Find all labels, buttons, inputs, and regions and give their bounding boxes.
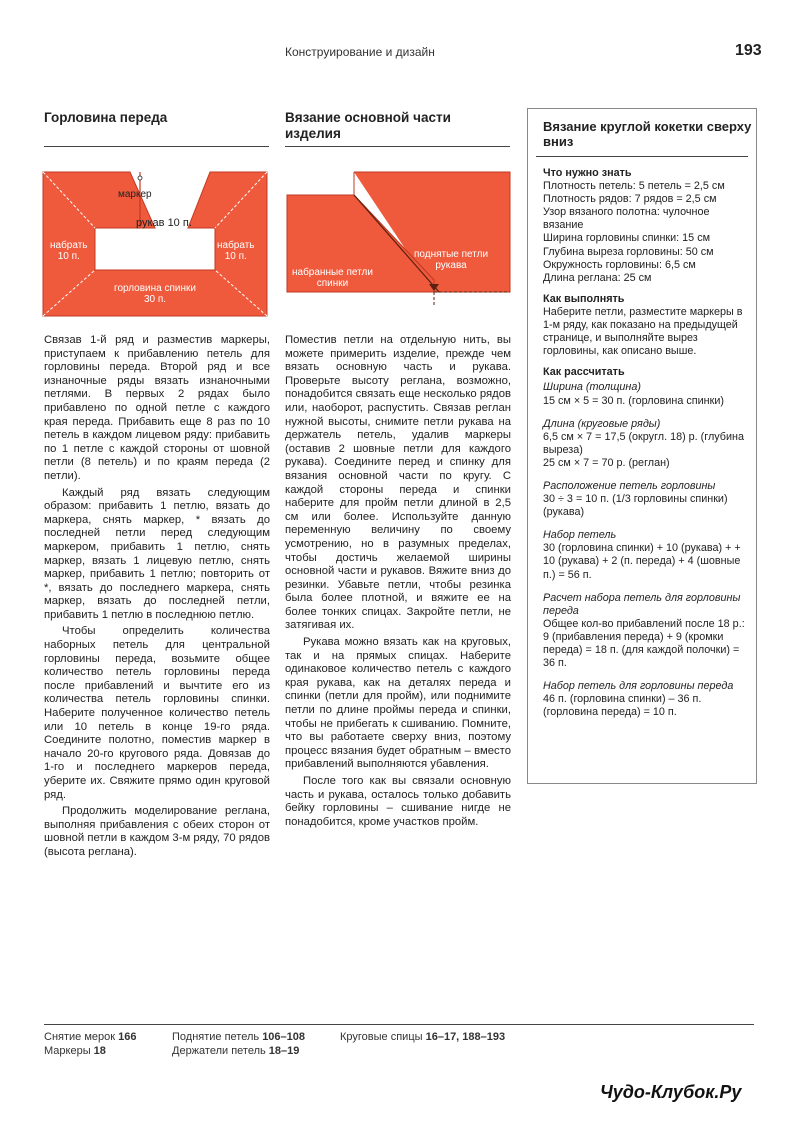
running-header: Конструирование и дизайн (285, 45, 435, 59)
know-line: Плотность рядов: 7 рядов = 2,5 см (543, 193, 717, 206)
front-neck-diagram (40, 170, 270, 318)
footer-ref-label: Маркеры (44, 1045, 91, 1057)
footer-ref-label: Поднятие петель (172, 1031, 260, 1043)
know-heading: Что нужно знать (543, 167, 632, 179)
know-line: Глубина выреза горловины: 50 см (543, 245, 714, 258)
info-box (527, 108, 757, 784)
footer-ref-pages: 166 (118, 1031, 137, 1043)
paragraph: Рукава можно вязать как на круговых, так и на прямых спицах. Наберите одинаковое количество петель с каждого края рукава, как на деталях переда и спинки (петли для пройм), или поднимите петли по длине проймы переда и спинки, чтобы не прибегать к сшиванию. Помните, что вы работаете сверху вниз, поэтому процесс вязания будет обратным – вместо прибавлений выполняются убавления. (285, 636, 511, 771)
know-line: Окружность горловины: 6,5 см (543, 258, 696, 271)
cast-on-right-label: набрать 10 п. (217, 240, 255, 262)
how-text: Наберите петли, разместите маркеры в 1-м ряду, как показано на предыдущей странице, и выполняйте вырез горловины, как описано выше. (543, 305, 743, 358)
box-title: Вязание круглой кокетки сверху вниз (543, 119, 752, 149)
footer-rule (44, 1024, 754, 1025)
calc-text: 46 п. (горловина спинки) – 36 п. (горловина переда) = 10 п. (543, 693, 702, 719)
know-line: Длина реглана: 25 см (543, 271, 652, 284)
footer-ref[interactable] (172, 1044, 299, 1058)
calc-text: 30 ÷ 3 = 10 п. (1/3 горловины спинки) (рукава) (543, 493, 728, 519)
title-rule (285, 146, 510, 147)
calc-heading: Как рассчитать (543, 366, 625, 379)
paragraph: После того как вы связали основную часть и рукава, осталось только добавить бейку горловины – сшивание нигде не понадобится, кроме участков пройм. (285, 775, 511, 828)
calc-subheading: Расположение петель горловины (543, 479, 716, 492)
calc-subheading: Набор петель (543, 529, 617, 542)
how-heading: Как выполнять (543, 292, 625, 305)
box-title-rule (536, 156, 748, 157)
box-content (543, 167, 746, 719)
footer-ref[interactable] (340, 1030, 505, 1044)
col1-text (44, 334, 270, 863)
calc-subheading: Расчет набора петель для горловины переда (543, 591, 741, 617)
paragraph: Продолжить моделирование реглана, выполняя прибавления с обеих сторон от шовной петли в каждом 3-м ряду, 70 рядов (высота реглана). (44, 805, 270, 858)
footer-ref-label: Держатели петель (172, 1045, 266, 1057)
watermark: Чудо-Клубок.Ру (600, 1082, 742, 1102)
paragraph: Каждый ряд вязать следующим образом: прибавить 1 петлю, вязать до маркера, снять маркер, * вязать до последней петли перед следующим маркером, прибавить 1 петлю, снять маркер, вязать 1 лицевую петлю, снять маркер, прибавить 1 петлю; повторить от *, вязать до последнего маркера, снять маркер, вязать до последней петли, прибавить 1 петлю в последнюю петлю. (44, 486, 270, 621)
calc-subheading: Ширина (толщина) (543, 381, 641, 394)
footer-ref-pages: 18–19 (268, 1045, 300, 1057)
paragraph: Связав 1-й ряд и разместив маркеры, приступаем к прибавлению петель для горловины переда. Второй ряд и все изнаночные ряды вязать изнаночными петлями. В первых 2 рядах было прибавлено по одной петле с каждого края переда. Прибавить еще 8 раз по 10 петель в каждом лицевом ряду: прибавить по 1 петле с каждой стороны от шовной петли (8 петель) и по краям переда (2 петли). (44, 334, 270, 482)
section-title-front-neck: Горловина переда (44, 110, 168, 125)
body-diagram (284, 170, 514, 308)
cast-on-left-label: набрать 10 п. (50, 240, 88, 262)
marker-label: маркер (118, 189, 152, 200)
paragraph: Чтобы определить количества наборных петель для центральной горловины переда, возьмите общее количество петель горловины переда после прибавлений и вычтите его из количества петель горловины спинки. Наберите полученное количество петель или 10 петель в конце 19-го ряда. Соедините полотно, поместив маркер в начало 20-го кругового ряда. Довязав до 1-го и последнего маркеров переда, уберите их. Свяжите прямо один круговой ряд. (44, 625, 270, 801)
back-neck-label: горловина спинки 30 п. (114, 283, 196, 305)
picked-up-sleeve-label: поднятые петли рукава (414, 249, 489, 271)
calc-text: 15 см × 5 = 30 п. (горловина спинки) (543, 394, 724, 407)
calc-text: 6,5 см × 7 = 17,5 (округл. 18) р. (глубина выреза) 25 см × 7 = 70 р. (реглан) (543, 430, 744, 469)
sleeve-label: рукав 10 п. (136, 217, 192, 229)
cast-on-back-label: набранные петли спинки (292, 267, 373, 289)
title-rule (44, 146, 269, 147)
calc-text: Общее кол-во прибавлений после 18 р.: 9 (прибавления переда) + 9 (кромки переда) = 18 п. (для каждой полочки) = 36 п. (543, 617, 745, 670)
footer-ref-pages: 16–17, 188–193 (425, 1031, 506, 1043)
paragraph: Поместив петли на отдельную нить, вы можете примерить изделие, прежде чем вязать основную часть и рукава. Проверьте высоту реглана, возможно, понадобится связать еще несколько рядов или, наоборот, распустить. Связав реглан нужной высоты, снимите петли рукава на держатель петель, удалив маркеры (оставив 2 шовные петли для каждого рукава). Соедините перед и спинку для вязания основной части по кругу. С каждой стороны переда и спинки наберите для пройм петли длиной в 2,5 см или более. Используйте данную переменную величину по своему усмотрению, но в разумных пределах, чтобы достичь желаемой ширины основной части и рукавов. Вяжите вниз до резинки. Убавьте петли, чтобы резинка была более плотной, и вяжите ее на более тонких спицах. Закройте петли, не затягивая их. (285, 334, 511, 632)
section-title-body: Вязание основной части изделия (285, 110, 451, 141)
footer-ref-label: Снятие мерок (44, 1031, 116, 1043)
footer-ref-pages: 18 (93, 1045, 106, 1057)
calc-subheading: Длина (круговые ряды) (543, 417, 661, 430)
know-line: Ширина горловины спинки: 15 см (543, 232, 711, 245)
calc-subheading: Набор петель для горловины переда (543, 680, 734, 693)
col2-text (285, 334, 511, 832)
know-line: Плотность петель: 5 петель = 2,5 см (543, 180, 725, 193)
footer-ref[interactable] (44, 1030, 136, 1044)
know-line: Узор вязаного полотна: чулочное вязание (543, 206, 710, 232)
calc-text: 30 (горловина спинки) + 10 (рукава) + + 10 (рукава) + 2 (п. переда) + 4 (шовные п.) = 56 п. (543, 542, 741, 581)
footer-ref[interactable] (172, 1030, 305, 1044)
footer-ref-pages: 106–108 (262, 1031, 306, 1043)
footer-ref[interactable] (44, 1044, 106, 1058)
footer-ref-label: Круговые спицы (340, 1031, 423, 1043)
page-number: 193 (735, 42, 762, 59)
